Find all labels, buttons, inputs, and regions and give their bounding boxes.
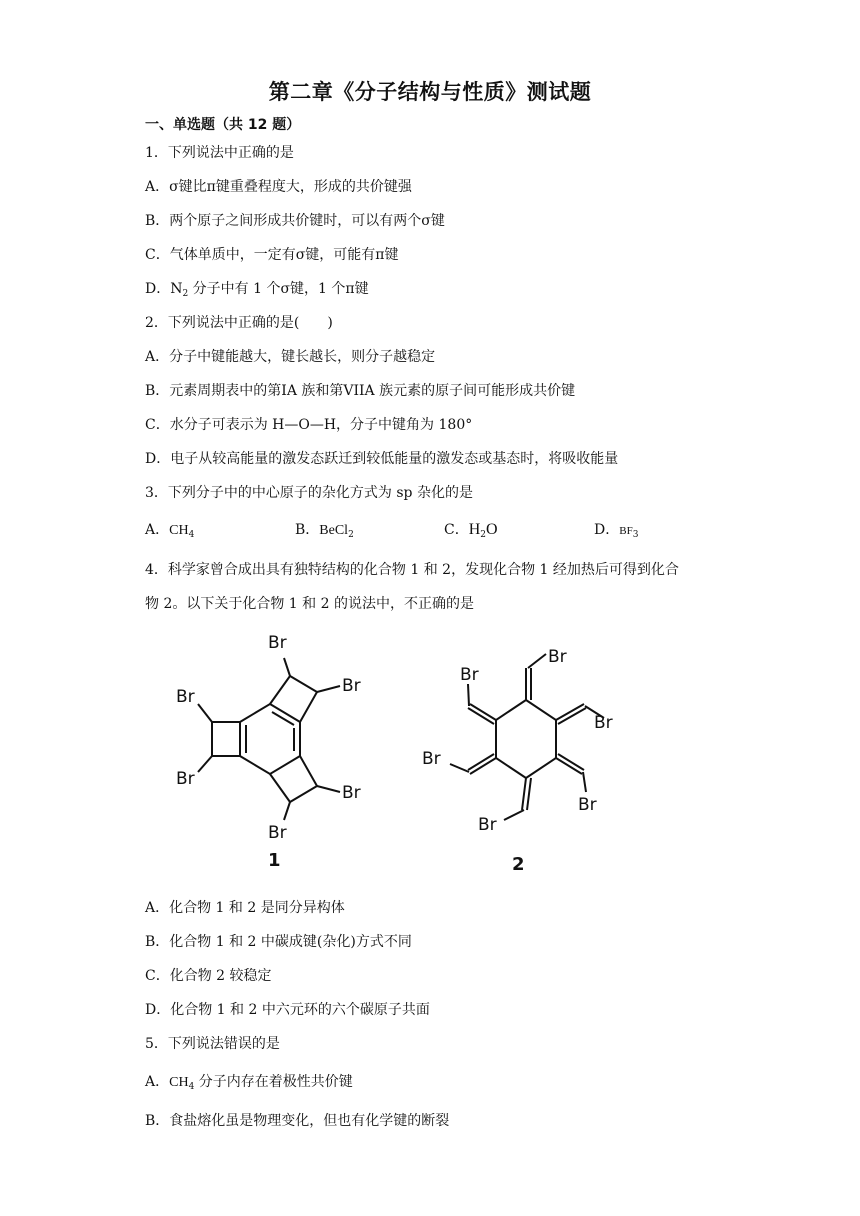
q1-option-a: A．σ键比π键重叠程度大，形成的共价键强 <box>145 179 412 195</box>
q3-option-c: C．$H_2O$ <box>444 521 498 540</box>
compound-2-br-bottom: Br <box>478 815 497 835</box>
compound-1-br-upper-left: Br <box>176 687 195 707</box>
compound-2-br-lower-right: Br <box>578 795 597 815</box>
q5-stem: 5．下列说法错误的是 <box>145 1036 280 1052</box>
q2-option-d: D．电子从较高能量的激发态跃迁到较低能量的激发态或基态时，将吸收能量 <box>145 451 619 467</box>
q4-option-d: D．化合物 1 和 2 中六元环的六个碳原子共面 <box>145 1002 430 1018</box>
q2-option-c: C．水分子可表示为 H—O—H，分子中键角为 180° <box>145 417 473 433</box>
q3-option-d: D．$BF_3$ <box>594 522 639 540</box>
compound-1-structure <box>160 624 390 874</box>
q3-option-a: A．$CH_4$ <box>145 522 195 540</box>
q4-option-c: C．化合物 2 较稳定 <box>145 968 272 984</box>
page-title: 第二章《分子结构与性质》测试题 <box>268 80 592 104</box>
q1-option-c: C．气体单质中，一定有σ键，可能有π键 <box>145 247 399 263</box>
q1-option-d: D．$N_2$ 分子中有 1 个σ键，1 个π键 <box>145 281 369 299</box>
compound-2-br-right: Br <box>594 713 613 733</box>
q3-stem: 3．下列分子中的中心原子的杂化方式为 sp 杂化的是 <box>145 485 473 501</box>
compound-2-br-top: Br <box>548 647 567 667</box>
q1-option-b: B．两个原子之间形成共价键时，可以有两个σ键 <box>145 213 445 229</box>
q2-option-a: A．分子中键能越大，键长越长，则分子越稳定 <box>145 349 436 365</box>
q5-option-b: B．食盐熔化虽是物理变化，但也有化学键的断裂 <box>145 1113 450 1129</box>
q4-option-a: A．化合物 1 和 2 是同分异构体 <box>145 900 345 916</box>
compound-2-br-upper-left: Br <box>460 665 479 685</box>
q4-stem-line2: 物 2。以下关于化合物 1 和 2 的说法中，不正确的是 <box>145 596 474 612</box>
q4-stem-line1: 4．科学家曾合成出具有独特结构的化合物 1 和 2，发现化合物 1 经加热后可得到化合 <box>145 562 679 578</box>
compound-1-br-upper-right: Br <box>342 676 361 696</box>
compound-1-br-bottom: Br <box>268 823 287 843</box>
compound-1-label: 1 <box>268 850 281 871</box>
q5-option-a: A．$CH_4$ 分子内存在着极性共价键 <box>145 1074 353 1092</box>
compound-2-br-left: Br <box>422 749 441 769</box>
compound-2-structure <box>416 628 646 878</box>
compound-1-br-top: Br <box>268 633 287 653</box>
compound-1-br-lower-left: Br <box>176 769 195 789</box>
section-heading: 一、单选题（共 12 题） <box>145 117 301 133</box>
q4-option-b: B．化合物 1 和 2 中碳成键(杂化)方式不同 <box>145 934 412 950</box>
q2-stem: 2．下列说法中正确的是( ) <box>145 315 333 331</box>
compound-2-label: 2 <box>512 854 525 875</box>
q2-option-b: B．元素周期表中的第IA 族和第VIIA 族元素的原子间可能形成共价键 <box>145 383 576 399</box>
q3-option-b: B．BeCl$_2$ <box>295 522 354 540</box>
compound-1-br-lower-right: Br <box>342 783 361 803</box>
q1-stem: 1．下列说法中正确的是 <box>145 145 294 161</box>
